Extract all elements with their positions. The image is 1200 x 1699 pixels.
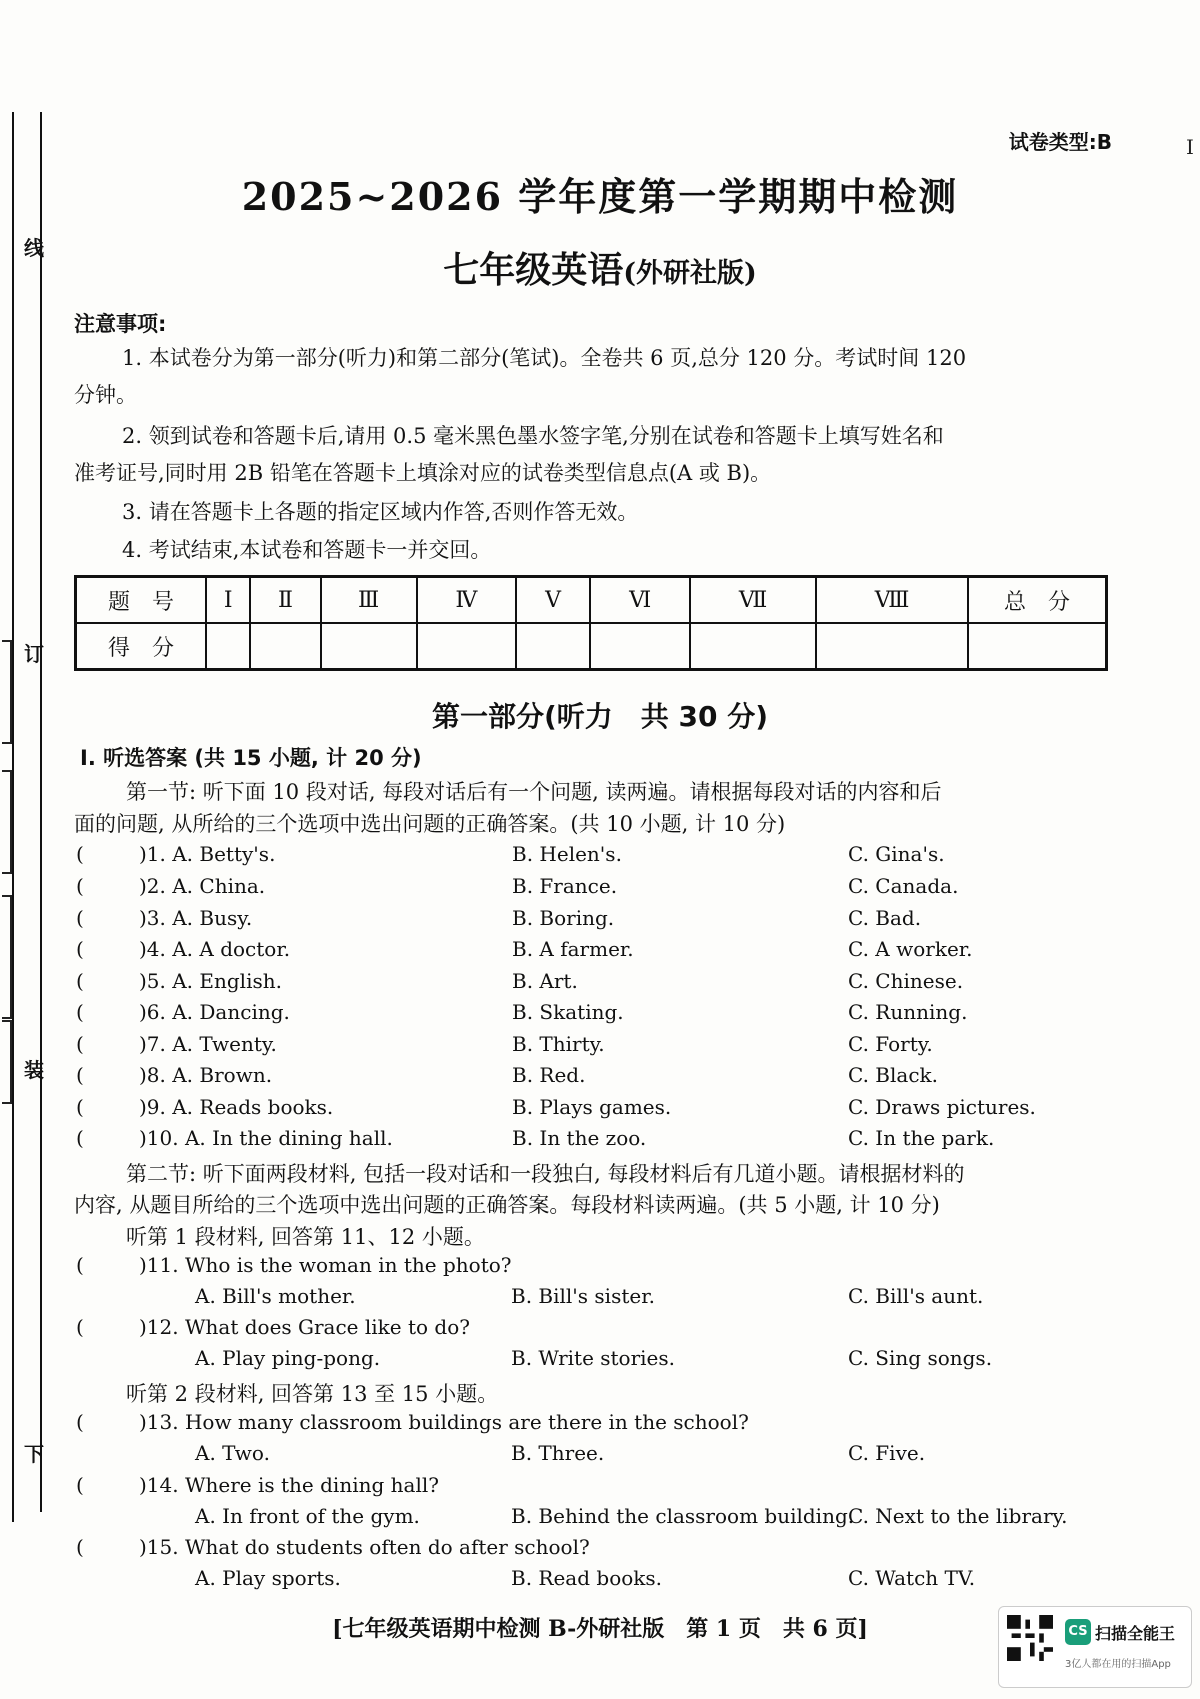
option-b: B. Plays games. bbox=[512, 1095, 672, 1119]
score-header-cell: Ⅴ bbox=[516, 577, 590, 624]
option-c: C. In the park. bbox=[848, 1126, 995, 1150]
option-b: B. Write stories. bbox=[511, 1346, 676, 1370]
score-cell[interactable] bbox=[590, 623, 690, 670]
answer-paren[interactable]: ( bbox=[76, 1095, 84, 1119]
option-c: C. Sing songs. bbox=[848, 1346, 993, 1370]
score-header-cell: Ⅳ bbox=[417, 577, 516, 624]
exam-subtitle bbox=[0, 242, 1200, 293]
notice-item-cont: 分钟。 bbox=[74, 383, 137, 407]
notice-heading: 注意事项: bbox=[74, 312, 167, 336]
scanner-tagline: 3亿人都在用的扫描App bbox=[1065, 1659, 1171, 1670]
answer-paren[interactable]: ( bbox=[76, 969, 84, 993]
adjacent-page-edge: I bbox=[1186, 135, 1194, 159]
section-heading: Ⅰ. 听选答案 (共 15 小题, 计 20 分) bbox=[80, 746, 422, 770]
score-cell[interactable] bbox=[968, 623, 1107, 670]
score-header-cell: 总 分 bbox=[968, 577, 1107, 624]
notice-item: 1. 本试卷分为第一部分(听力)和第二部分(笔试)。全卷共 6 页,总分 120 分。考试时间 120 bbox=[122, 346, 967, 370]
binding-char-zhuang: 装 bbox=[24, 1058, 44, 1082]
part1-title: 第一部分(听力 共 30 分) bbox=[431, 700, 769, 733]
option-a: A. Play sports. bbox=[195, 1566, 341, 1590]
question-option-a: )10. A. In the dining hall. bbox=[139, 1126, 393, 1150]
question-options-row bbox=[0, 1441, 1200, 1471]
score-cell[interactable] bbox=[816, 623, 968, 670]
question-options-row bbox=[0, 1504, 1200, 1534]
question-stem-row bbox=[0, 1315, 1200, 1345]
score-header-cell: Ⅲ bbox=[321, 577, 417, 624]
answer-paren[interactable]: ( bbox=[76, 937, 84, 961]
answer-paren[interactable]: ( bbox=[76, 1063, 84, 1087]
score-cell[interactable] bbox=[321, 623, 417, 670]
score-header-cell: 题 号 bbox=[76, 577, 207, 624]
option-b: B. Helen's. bbox=[512, 842, 622, 866]
question-stem-row bbox=[0, 1535, 1200, 1565]
score-table-header-row bbox=[76, 577, 1107, 624]
question-options-row bbox=[0, 1284, 1200, 1314]
option-b: B. A farmer. bbox=[512, 937, 634, 961]
option-b: B. Art. bbox=[512, 969, 578, 993]
option-a: A. In front of the gym. bbox=[195, 1504, 420, 1528]
question-option-a: )6. A. Dancing. bbox=[139, 1000, 290, 1024]
score-table-score-row bbox=[76, 623, 1107, 670]
option-b: B. Boring. bbox=[512, 906, 615, 930]
option-c: C. Running. bbox=[848, 1000, 968, 1024]
option-b: B. Read books. bbox=[511, 1566, 663, 1590]
score-cell[interactable] bbox=[516, 623, 590, 670]
answer-paren[interactable]: ( bbox=[76, 1126, 84, 1150]
notice-item: 4. 考试结束,本试卷和答题卡一并交回。 bbox=[122, 538, 492, 562]
page-footer: [七年级英语期中检测 B-外研社版 第 1 页 共 6 页] bbox=[332, 1616, 868, 1642]
option-c: C. Five. bbox=[848, 1441, 926, 1465]
option-a: A. Play ping-pong. bbox=[195, 1346, 381, 1370]
question-row bbox=[0, 842, 1200, 872]
material2-heading: 听第 2 段材料, 回答第 13 至 15 小题。 bbox=[126, 1382, 499, 1406]
question-option-a: )8. A. Brown. bbox=[139, 1063, 273, 1087]
question-option-a: )1. A. Betty's. bbox=[139, 842, 276, 866]
score-table bbox=[74, 575, 1108, 671]
option-c: C. Bill's aunt. bbox=[848, 1284, 984, 1308]
exam-type-label: 试卷类型:B bbox=[1008, 130, 1112, 154]
question-option-a: )5. A. English. bbox=[139, 969, 282, 993]
score-row-label: 得 分 bbox=[76, 623, 207, 670]
question-option-a: )9. A. Reads books. bbox=[139, 1095, 334, 1119]
score-cell[interactable] bbox=[206, 623, 250, 670]
answer-paren[interactable]: ( bbox=[76, 1032, 84, 1056]
question-stem: )13. How many classroom buildings are there in the school? bbox=[139, 1410, 749, 1434]
option-c: C. Watch TV. bbox=[848, 1566, 976, 1590]
option-c: C. Draws pictures. bbox=[848, 1095, 1036, 1119]
edition-label: (外研社版) bbox=[623, 258, 757, 289]
question-row bbox=[0, 937, 1200, 967]
question-options-row bbox=[0, 1346, 1200, 1376]
notice-item-cont: 准考证号,同时用 2B 铅笔在答题卡上填涂对应的试卷类型信息点(A 或 B)。 bbox=[74, 461, 772, 485]
section1-intro: 第一节: 听下面 10 段对话, 每段对话后有一个问题, 读两遍。请根据每段对话的内容和后 bbox=[126, 780, 942, 804]
section1-intro-cont: 面的问题, 从所给的三个选项中选出问题的正确答案。(共 10 小题, 计 10 分) bbox=[74, 812, 786, 836]
question-option-a: )2. A. China. bbox=[139, 874, 266, 898]
answer-paren[interactable]: ( bbox=[76, 842, 84, 866]
score-header-cell: Ⅵ bbox=[590, 577, 690, 624]
question-stem: )11. Who is the woman in the photo? bbox=[139, 1253, 512, 1277]
score-header-cell: Ⅷ bbox=[816, 577, 968, 624]
question-row bbox=[0, 1000, 1200, 1030]
answer-paren[interactable]: ( bbox=[76, 906, 84, 930]
score-header-cell: Ⅰ bbox=[206, 577, 250, 624]
option-c: C. Bad. bbox=[848, 906, 922, 930]
section2-intro-cont: 内容, 从题目所给的三个选项中选出问题的正确答案。每段材料读两遍。(共 5 小题, 计 10 分) bbox=[74, 1193, 940, 1217]
exam-title: 2025~2026 学年度第一学期期中检测 bbox=[241, 174, 959, 219]
option-c: C. A worker. bbox=[848, 937, 973, 961]
scanner-app-name: 扫描全能王 bbox=[1095, 1624, 1176, 1643]
question-stem: )14. Where is the dining hall? bbox=[139, 1473, 439, 1497]
notice-item: 3. 请在答题卡上各题的指定区域内作答,否则作答无效。 bbox=[122, 500, 639, 524]
material1-heading: 听第 1 段材料, 回答第 11、12 小题。 bbox=[126, 1225, 485, 1249]
question-stem-row bbox=[0, 1410, 1200, 1440]
answer-paren[interactable]: ( bbox=[76, 1315, 84, 1339]
notice-item: 2. 领到试卷和答题卡后,请用 0.5 毫米黑色墨水签字笔,分别在试卷和答题卡上填写姓名和 bbox=[122, 424, 944, 448]
question-row bbox=[0, 906, 1200, 936]
subject-name: 七年级英语 bbox=[443, 250, 624, 291]
answer-paren[interactable]: ( bbox=[76, 1253, 84, 1277]
question-stem: )12. What does Grace like to do? bbox=[139, 1315, 470, 1339]
option-c: C. Next to the library. bbox=[848, 1504, 1068, 1528]
question-stem-row bbox=[0, 1253, 1200, 1283]
answer-paren[interactable]: ( bbox=[76, 1473, 84, 1497]
question-option-a: )7. A. Twenty. bbox=[139, 1032, 277, 1056]
question-stem-row bbox=[0, 1473, 1200, 1503]
score-cell[interactable] bbox=[250, 623, 320, 670]
question-row bbox=[0, 874, 1200, 904]
question-row bbox=[0, 1095, 1200, 1125]
binding-char-ding: 订 bbox=[24, 642, 44, 666]
score-header-cell: Ⅶ bbox=[690, 577, 816, 624]
answer-paren[interactable]: ( bbox=[76, 874, 84, 898]
option-c: C. Forty. bbox=[848, 1032, 933, 1056]
option-b: B. Three. bbox=[511, 1441, 605, 1465]
question-row bbox=[0, 1126, 1200, 1156]
option-a: A. Two. bbox=[195, 1441, 270, 1465]
option-c: C. Gina's. bbox=[848, 842, 945, 866]
question-row bbox=[0, 1032, 1200, 1062]
option-b: B. Bill's sister. bbox=[511, 1284, 655, 1308]
option-b: B. Red. bbox=[512, 1063, 586, 1087]
question-stem: )15. What do students often do after school? bbox=[139, 1535, 590, 1559]
option-b: B. In the zoo. bbox=[512, 1126, 647, 1150]
qr-code-icon bbox=[1007, 1615, 1053, 1661]
binding-char-xian: 线 bbox=[24, 236, 44, 260]
option-b: B. Skating. bbox=[512, 1000, 624, 1024]
question-row bbox=[0, 969, 1200, 999]
binding-char-xia: 下 bbox=[24, 1442, 44, 1466]
answer-paren[interactable]: ( bbox=[76, 1535, 84, 1559]
question-option-a: )3. A. Busy. bbox=[139, 906, 253, 930]
option-c: C. Canada. bbox=[848, 874, 959, 898]
option-b: B. Behind the classroom building. bbox=[511, 1504, 855, 1528]
question-row bbox=[0, 1063, 1200, 1093]
section2-intro: 第二节: 听下面两段材料, 包括一段对话和一段独白, 每段材料后有几道小题。请根据材料的 bbox=[126, 1162, 965, 1186]
answer-paren[interactable]: ( bbox=[76, 1000, 84, 1024]
option-b: B. Thirty. bbox=[512, 1032, 605, 1056]
option-c: C. Chinese. bbox=[848, 969, 964, 993]
score-header-cell: Ⅱ bbox=[250, 577, 320, 624]
score-cell[interactable] bbox=[690, 623, 816, 670]
option-b: B. France. bbox=[512, 874, 618, 898]
answer-paren[interactable]: ( bbox=[76, 1410, 84, 1434]
question-options-row bbox=[0, 1566, 1200, 1596]
scanner-watermark bbox=[998, 1606, 1192, 1688]
question-option-a: )4. A. A doctor. bbox=[139, 937, 291, 961]
option-a: A. Bill's mother. bbox=[195, 1284, 356, 1308]
camscanner-logo-icon: CS bbox=[1065, 1619, 1091, 1645]
option-c: C. Black. bbox=[848, 1063, 938, 1087]
score-cell[interactable] bbox=[417, 623, 516, 670]
